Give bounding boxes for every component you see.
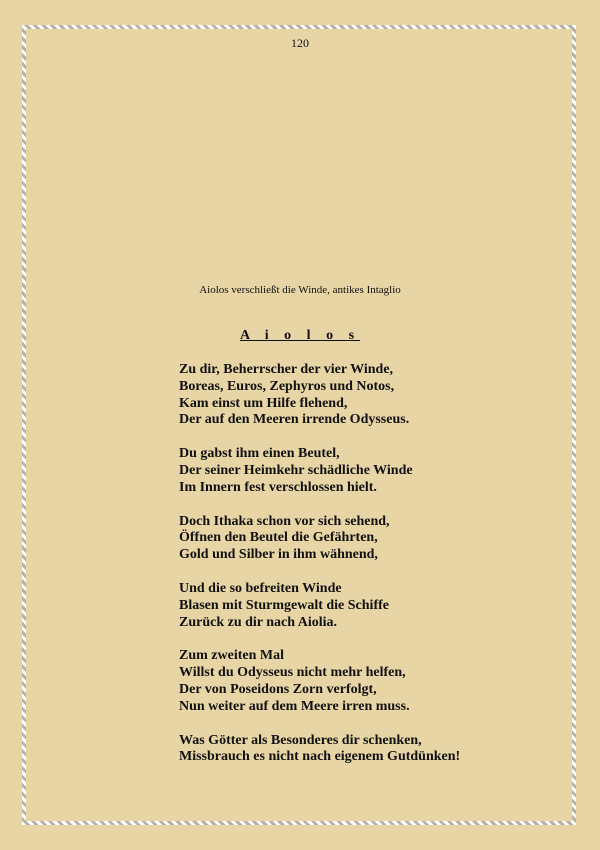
poem-line: Du gabst ihm einen Beutel, [179,446,340,462]
poem-line: Öffnen den Beutel die Gefährten, [179,530,378,546]
poem-line: Boreas, Euros, Zephyros und Notos, [179,378,395,394]
stanza [179,581,559,631]
poem-line: Der seiner Heimkehr schädliche Winde [179,462,413,478]
stanza [179,648,559,715]
poem-line: Nun weiter auf dem Meere irren muss. [179,698,410,714]
poem-line: Blasen mit Sturmgewalt die Schiffe [179,597,389,613]
poem-line: Kam einst um Hilfe flehend, [179,395,348,411]
poem-line: Der von Poseidons Zorn verfolgt, [179,681,377,697]
poem-line: Zu dir, Beherrscher der vier Winde, [179,362,394,377]
poem-line: Doch Ithaka schon vor sich sehend, [179,513,390,529]
stanza [179,514,559,564]
poem-line: Was Götter als Besonderes dir schenken, [179,732,422,748]
stanza [179,446,559,496]
poem-line: Missbrauch es nicht nach eigenem Gutdünken! [179,749,461,765]
poem-title: A i o l o s [239,328,361,343]
page-number: 120 [291,36,309,50]
stanza [179,362,559,429]
poem-line: Zurück zu dir nach Aiolia. [179,614,338,630]
poem-line: Zum zweiten Mal [179,648,284,664]
stanza [179,733,559,767]
poem-line: Und die so befreiten Winde [179,580,342,596]
image-caption: Aiolos verschließt die Winde, antikes Intaglio [199,284,401,296]
poem-line: Gold und Silber in ihm wähnend, [179,547,378,563]
poem-line: Willst du Odysseus nicht mehr helfen, [179,665,406,681]
poem-line: Im Innern fest verschlossen hielt. [179,479,377,495]
poem-body [179,362,559,783]
poem-line: Der auf den Meeren irrende Odysseus. [179,412,410,428]
